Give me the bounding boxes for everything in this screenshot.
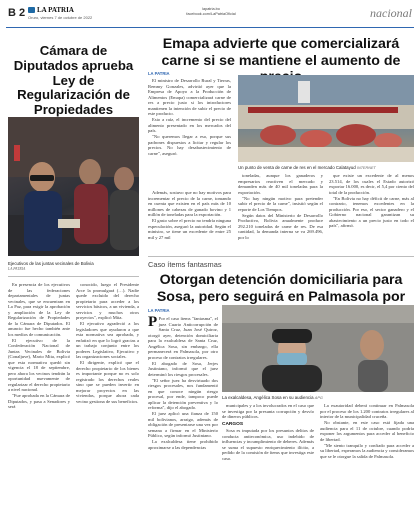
subheading: CARGOS [222,421,244,427]
facebook-link[interactable]: facebook.com/LaPatriaOficial [186,12,236,16]
second-article-photo [222,305,414,392]
meat-market-illustration [238,75,414,162]
left-photo-caption [8,261,139,266]
top-photo-credit: INTERNET [356,166,376,170]
paragraph: Además, sostuvo que no hay motivos para incrementar el precio de la carne, tomando en cuenta que existen en el país más de 10 millones de cabezas de ganado bovino y 1 millón de toneladas para la exportación. [148,190,231,217]
paragraph: que existe un excedente de al menos 23.514, de los cuales el Estado autorizó exportar 16.000, es decir, el 5,4 por ciento del total de la producción. [329,173,414,195]
paragraph: "El señor juez ha desvirtuado dos riesgos procesales, nos fundamentó en que conoce ningún riesgo procesal, por ende, tampoco puede aplicar la detención preventiva y lo reforma", dijo el abogado. [148,377,218,411]
paragraph: En presencia de los ejecutivos de las federaciones departamentales de juntas vecinales, que se encuentran en La Paz, para exigir la aprobación y ampliación de la Ley de Regularización de Propiedades de la Cámara de Diputados. El anuncio fue hecho también ante los medios de comunicación. [8,282,70,337]
paragraph: El ejecutivo de la Confederación Nacional de Juntas Vecinales de Bolivia (Conaljuve), Mario Mita, explicó que esta normativa quedó sin vigencia el 18 de septiembre, pero ahora los vecinos tendrán la oportunidad nuevamente de regularizar el derecho propietario a nivel nacional. [8,337,70,393]
paragraph: municipales y a los involucrados en el caso que se investiga por la presunta corrupción y desvío de dineros públicos. [222,403,314,419]
second-photo-caption-text: La exalcaldesa, Angélica Sosa en su audiencia [222,395,314,400]
top-article-body-col1 [148,78,231,157]
second-article-headline: Otorgan detención domiciliaria para Sosa, pero seguirá en Palmasola por [156,272,406,305]
paragraph [148,316,218,360]
top-photo-caption-text: Un punto de venta de carne de res en el mercado Calatayud [238,165,356,170]
second-article-tag: LA PATRIA [148,308,170,313]
top-article-tag: LA PATRIA [148,71,170,76]
courtroom-illustration [222,305,414,392]
header-rule [6,27,414,28]
paragraph: "En Bolivia no hay déficit de carne, más al contrario, tenemos excedentes en la producción. Por eso, el sector ganadero y el Gobierno nacional garantizan su abastecimiento a un precio justo en todo el país", afirmó. [329,195,414,229]
paragraph: "No queremos llegar a eso, porque sus padrones dispuestos a licitar y regular los precios. No hay desabastecimiento de carne", aseguró. [148,134,231,156]
left-divider [8,276,139,277]
top-article-body-col3 [238,173,323,241]
top-article-body-col4 [329,173,414,229]
second-photo-caption [222,395,414,400]
paragraph: Esto a raíz, el incremento del precio del alimento presentado en los mercados del país. [148,117,231,134]
masthead [28,6,138,20]
second-article-kicker: Caso ítems fantasmas [148,260,222,269]
second-article-body-col3 [320,403,414,460]
paragraph: El ministro de Desarrollo Rural y Tierras, Remmy Gonzales, advirtió ayer que la Empresa de Apoyo a la Producción de Alimentos (Emapa) comercializará carne de res a precio justo si los introductores mantienen la intención de subir el precio de este producto. [148,78,231,116]
brand-logo [28,6,138,14]
left-article-body-col2 [76,282,139,405]
left-photo-caption-text: Ejecutivos de las juntas vecinales de Bolivia [8,261,94,266]
people-meeting-illustration [8,117,139,256]
top-article-body-col2 [148,190,231,241]
paragraph: "Fue aprobada en la Cámara de Diputados, y pasa a Senadores y será [8,393,70,410]
website-link[interactable]: lapatria.bo [202,7,220,11]
paragraph: "No hay ningún motivo para pretender subir el precio de la carne", insistió según el reporte de Los Tiempos. [238,195,323,212]
paragraph: El dirigente, explicó que el derecho propietario de los bienes es importante porque no es solo registrado los derechos reales sino que se pueden invertir en mejorar proyectos en las viviendas, porque ahora cada vecino gestiona de sus beneficios. [76,360,139,404]
paragraph: El gasto sobre el precio no tendría ninguna especulación, aseguró la autoridad. Según el ministro, se tiene un excedente de entre 25 mil y 27 mil [148,218,231,240]
paragraph: La exalcaldesa tiene prohibido aproximarse a las dependencias [148,439,218,450]
paragraph: El ejecutivo agradeció a los legisladores que ayudaron a que esta normativa sea aprobada, y enfatizó en que lo logró gracias a un trabajo conjunto entre los poderes Legislativo, Ejecutivo y las organizaciones sociales. [76,321,139,360]
left-article-headline: Cámara de Diputados aprueba Ley de Regularización de Propiedades [13,43,134,118]
brand-name: LA PATRIA [37,6,74,14]
web-links [176,7,246,17]
section-name: nacional [370,6,412,20]
paragraph-text: Por el caso ítems "fantasma", el juez Cuarto Anticorrupción de Santa Cruz, Juan José Quiroz, otorgó ayer, detención domiciliaria para la exalcaldesa de Santa Cruz, Angélica Sosa, sin embargo, ella permanecerá en Palmasola, por otro proceso de contratos irregulares. [148,316,218,360]
paragraph: El abogado de Sosa, Jerjes Justiniano, informó que el juez determinó los riesgos procesales. [148,360,218,377]
top-article-photo [238,75,414,162]
paragraph: conocido, luego el Presidente Arce la promulgará (…). Nadie quede excluido del derecho propietario para acceder a los servicios básicos, a un vivienda, a servicios y muchos otros proyectos", explicó Mita. [76,282,139,320]
paragraph: No obstante, en este caso está fijada una audiencia para el 11 de octubre, cuando podría exponer los argumentos para acceder al beneficio de libertad. [320,420,414,442]
second-article-body-col2 [222,403,314,462]
second-article-body-col1 [148,316,218,451]
paragraph: La exautoridad deberá continuar en Palmasola por el proceso de los 1.200 contratos irregulares al interior de la municipalidad cruceña. [320,403,414,419]
brand-mark-icon [28,7,35,13]
paragraph: El juez aplicó una fianza de 150 mil bolivianos, arraigo, además de obligación de presentarse una vez por semana a firmar en el Ministerio Público, según informó Justiniano. [148,411,218,439]
top-photo-caption [238,165,414,170]
top-article-headline: Emapa advierte que comercializará carne si se mantiene el aumento de [161,36,401,69]
second-photo-credit: APG [314,396,323,400]
paragraph: "Me siento tranquilo y confiado para acceder a su libertad, esperamos la audiencia y consideramos que se le otorgue la salida de Palmasola. [320,442,415,459]
article-divider [148,256,414,257]
paragraph: toneladas, aunque los ganaderos y empresarios reactiven el mercado y demanden más de 40 mil toneladas para la exportación. [238,173,323,195]
edition-date: Oruro, viernes 7 de octubre de 2022 [28,15,93,20]
left-article-body-col1 [8,282,70,410]
paragraph: Sosa es imputada por los presuntos delitos de conducta antieconómica, uso indebido de influencias y incumplimiento de deberes. Además se suma el supuesto enriquecimiento ilícito, a pedido de la comisión de ítems que investiga este caso. [222,428,314,461]
paragraph: Según datos del Ministerio de Desarrollo Productivo, Bolivia anualmente produce 292.210 toneladas de carne de res. De esa cantidad, la demanda interna se va 269.496, por lo [238,212,323,240]
left-photo-credit: LA PATRIA [8,267,26,271]
drop-cap: P [148,314,158,330]
page-number: B 2 [8,7,26,19]
left-article-photo [8,117,139,256]
